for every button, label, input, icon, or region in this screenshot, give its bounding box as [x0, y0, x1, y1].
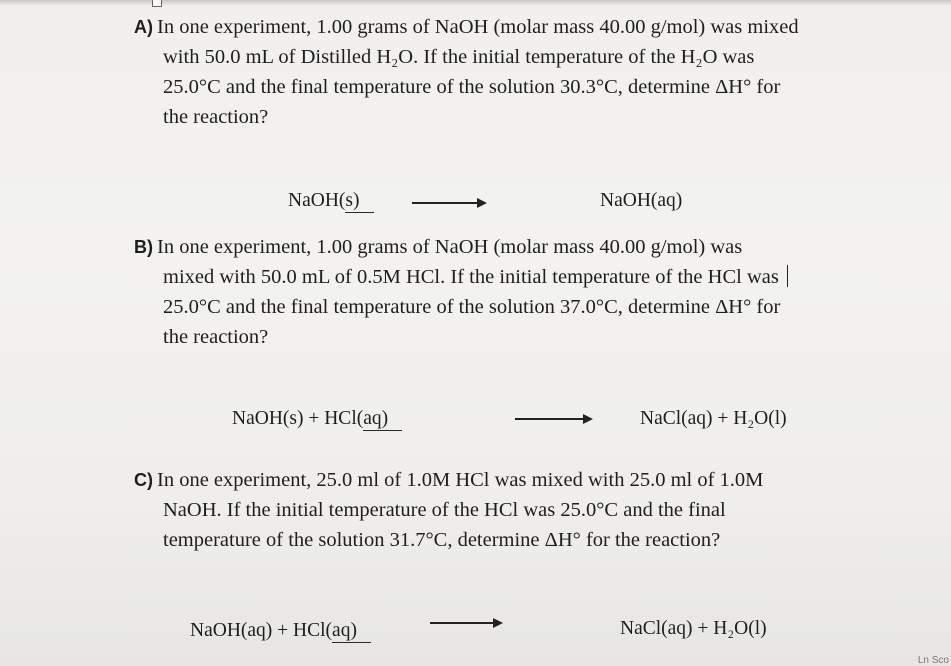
question-c [134, 465, 880, 555]
question-b-line-1: B) In one experiment, 1.00 grams of NaOH (molar mass 40.00 g/mol) was [134, 236, 743, 258]
question-b-label: B) [134, 237, 153, 257]
equation-a-product: NaOH(aq) [600, 190, 683, 211]
question-a-label: A) [134, 17, 153, 37]
equation-c-product: NaCl(aq) + H₂O(l) [620, 618, 767, 639]
question-b-line-2: mixed with 50.0 mL of 0.5M HCl. If the initial temperature of the HCl was [134, 262, 788, 292]
question-a-line-1: A) In one experiment, 1.00 grams of NaOH (molar mass 40.00 g/mol) was mixed [134, 16, 799, 38]
question-c-line-2: NaOH. If the initial temperature of the HCl was 25.0°C and the final [163, 499, 726, 521]
question-a-line-3: 25.0°C and the final temperature of the solution 30.3°C, determine ΔH° for [163, 76, 781, 98]
question-a [134, 12, 799, 132]
question-c-line-3: temperature of the solution 31.7°C, determine ΔH° for the reaction? [163, 529, 721, 551]
equation-b-arrow [515, 418, 590, 420]
equation-b-product: NaCl(aq) + H₂O(l) [640, 408, 787, 429]
equation-c-underline: aq) [332, 620, 371, 643]
equation-a-arrow [412, 202, 484, 204]
equation-b-reactant: NaOH(s) + HCl(aq) [232, 408, 402, 431]
equation-a-underline: s) [345, 190, 373, 213]
equation-c-arrow [430, 622, 500, 624]
equation-a-reactant: NaOH(s) [288, 190, 374, 213]
question-a-line-4: the reaction? [163, 106, 269, 128]
question-b-line-4: the reaction? [163, 326, 269, 348]
corner-mark [152, 0, 162, 7]
question-b-line-3: 25.0°C and the final temperature of the solution 37.0°C, determine ΔH° for [163, 296, 781, 318]
question-b [134, 232, 788, 352]
top-edge [0, 0, 951, 5]
question-c-line-1: C) In one experiment, 25.0 ml of 1.0M HCl was mixed with 25.0 ml of 1.0M [134, 469, 764, 491]
question-a-line-2: with 50.0 mL of Distilled H₂O. If the initial temperature of the H₂O was [163, 46, 755, 68]
footer-mark: Ln Sco [917, 655, 949, 666]
question-c-label: C) [134, 470, 153, 490]
text-cursor [787, 265, 789, 287]
equation-b-underline: aq) [363, 408, 402, 431]
equation-c-reactant: NaOH(aq) + HCl(aq) [190, 620, 371, 643]
